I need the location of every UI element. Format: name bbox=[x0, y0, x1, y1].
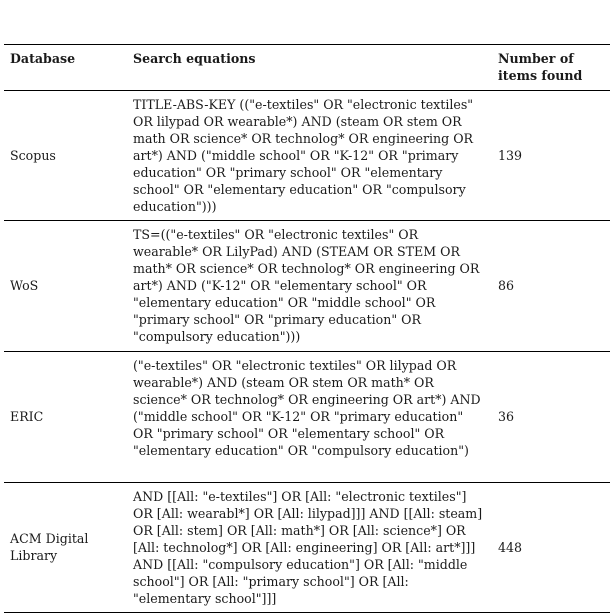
table-row bbox=[4, 352, 610, 483]
count-cell: 139 bbox=[498, 147, 523, 163]
equation-cell: ("e-textiles" OR "electronic textiles" OR lilypad OR wearable*) AND (steam OR stem OR math* OR science* OR technolog* OR engineering OR art*) AND ("middle school" OR "K-12" OR "primary education" OR "primary school" OR "elementary school" OR "elementary education" OR "compulsory education") bbox=[133, 358, 481, 458]
count-cell: 86 bbox=[498, 278, 515, 293]
header-number-of-items: Number of items found bbox=[498, 51, 583, 83]
equation-cell: TITLE-ABS-KEY (("e-textiles" OR "electronic textiles" OR lilypad OR wearable*) AND (steam OR stem OR math OR science* OR technolog* OR engineering OR art*) AND ("middle school" OR "K-12" OR "primary education" OR "primary school" OR "elementary school" OR "elementary education" OR "compulsory education"))) bbox=[133, 97, 474, 214]
equation-cell: AND [[All: "e-textiles"] OR [All: "electronic textiles"] OR [All: wearabl*] OR [All: lilypad]]] AND [[All: steam] OR [All: stem] OR [All: math*] OR [All: science*] OR [All: technolog*] OR [All: engineering] OR [All: art*]]] AND [[All: "compulsory education"] OR [All: "middle school"] OR [All: "primary school"] OR [All: "elementary school"]]] bbox=[133, 489, 483, 606]
table-row bbox=[4, 221, 610, 352]
table-header-row bbox=[4, 45, 610, 91]
database-cell: ERIC bbox=[10, 409, 44, 424]
table-row bbox=[4, 483, 610, 613]
table-row bbox=[4, 91, 610, 221]
database-cell: ACM Digital Library bbox=[10, 531, 89, 563]
header-database: Database bbox=[10, 51, 76, 66]
database-cell: Scopus bbox=[10, 147, 56, 163]
equation-cell: TS=(("e-textiles" OR "electronic textiles" OR wearable* OR LilyPad) AND (STEAM OR STEM OR math* OR science* OR technolog* OR engineering OR art*) AND ("K-12" OR "elementary school" OR "elementary education" OR "middle school" OR "primary school" OR "primary education" OR "compulsory education"))) bbox=[133, 227, 480, 344]
count-cell: 448 bbox=[498, 539, 523, 555]
count-cell: 36 bbox=[498, 409, 515, 424]
search-equations-table bbox=[4, 44, 610, 613]
header-search-equations: Search equations bbox=[133, 51, 256, 66]
database-cell: WoS bbox=[10, 278, 39, 293]
